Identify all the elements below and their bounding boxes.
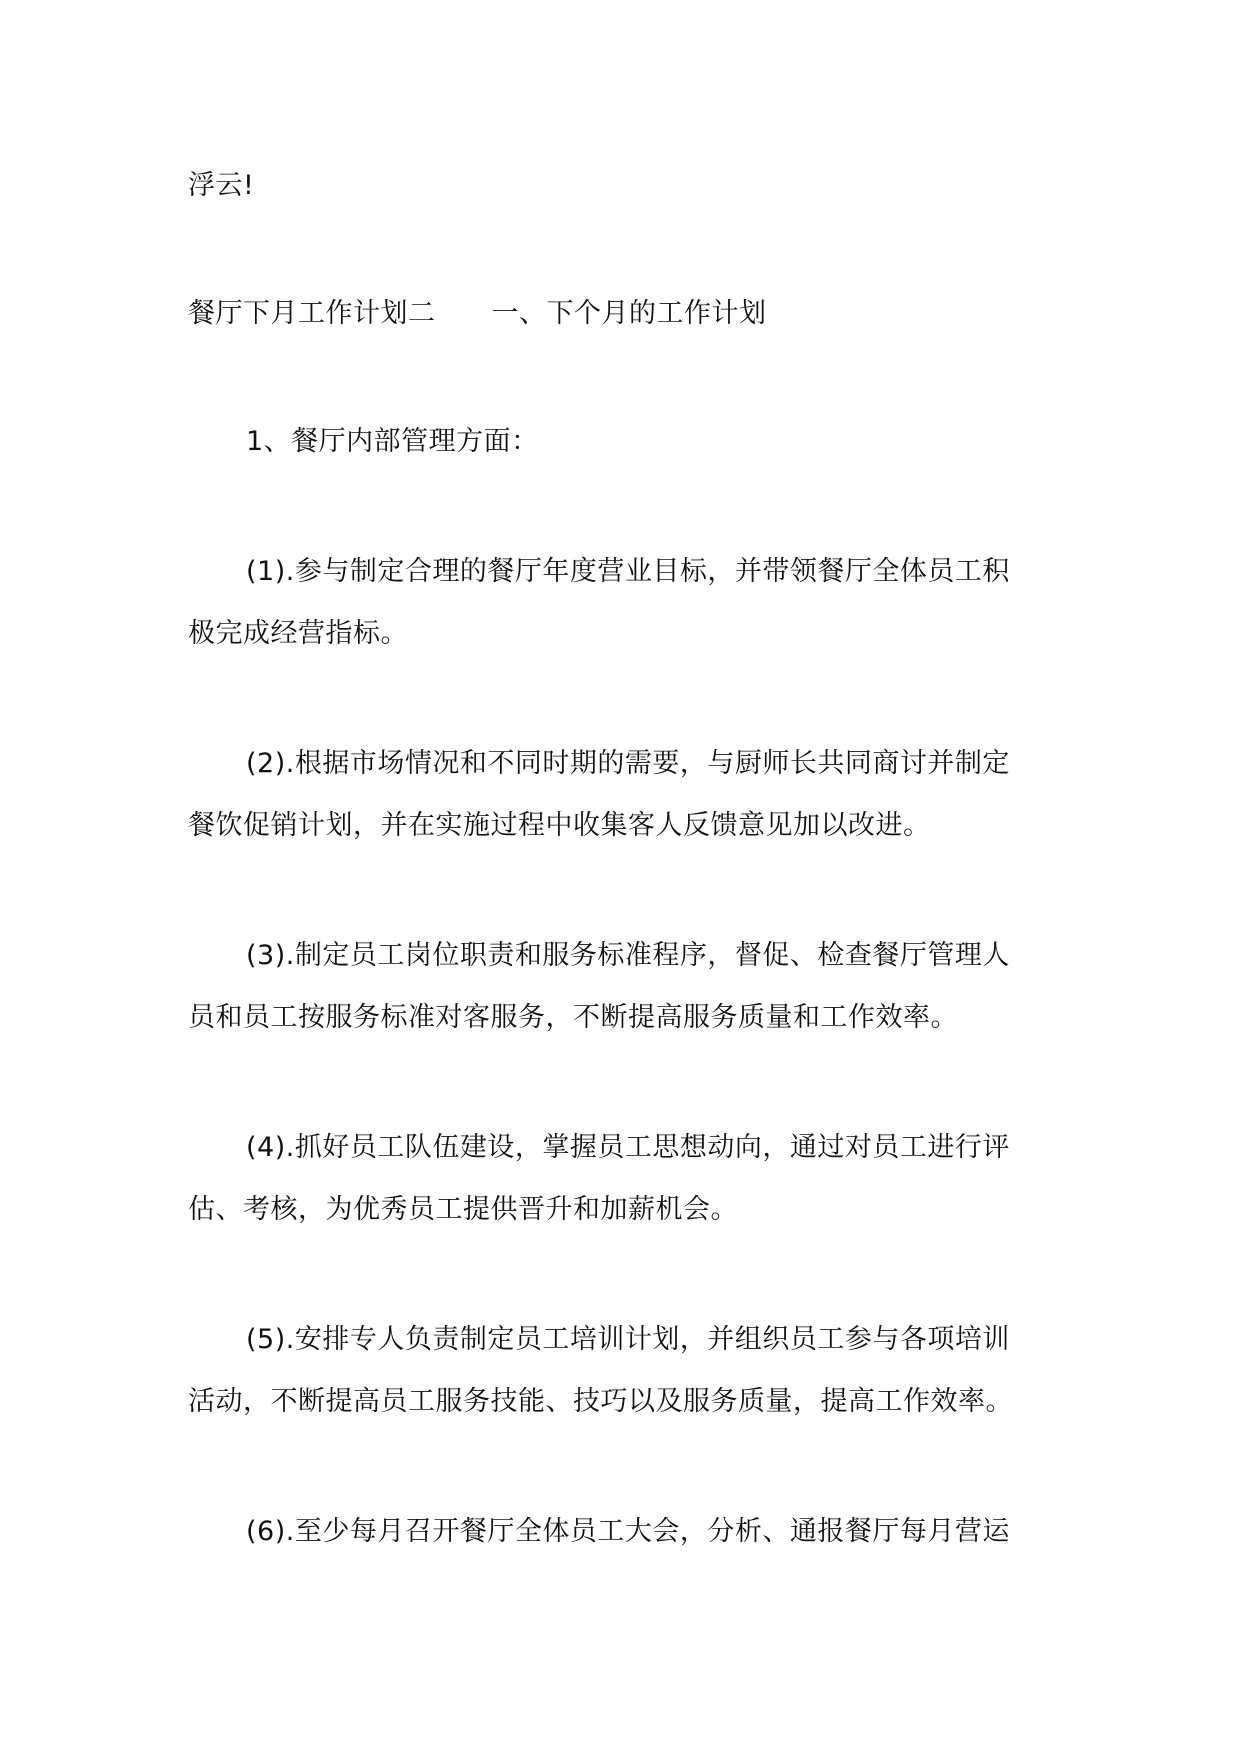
item-3-line-2: 员和员工按服务标准对客服务，不断提高服务质量和工作效率。: [188, 1002, 958, 1033]
section-title: 1、餐厅内部管理方面：: [246, 426, 539, 457]
item-4-line-1: (4).抓好员工队伍建设，掌握员工思想动向，通过对员工进行评: [246, 1132, 1010, 1163]
text-line-fuyun: 浮云!: [188, 170, 255, 201]
heading-subtitle: 一、下个月的工作计划: [491, 298, 767, 329]
item-1-line-2: 极完成经营指标。: [188, 618, 408, 649]
item-6-line-1: (6).至少每月召开餐厅全体员工大会，分析、通报餐厅每月营运: [246, 1516, 1010, 1547]
item-4-line-2: 估、考核，为优秀员工提供晋升和加薪机会。: [188, 1194, 738, 1225]
item-2-line-1: (2).根据市场情况和不同时期的需要，与厨师长共同商讨并制定: [246, 748, 1010, 779]
item-3-line-1: (3).制定员工岗位职责和服务标准程序，督促、检查餐厅管理人: [246, 940, 1010, 971]
heading-line: [188, 296, 1068, 332]
heading-title: 餐厅下月工作计划二: [188, 298, 436, 329]
item-5-line-2: 活动，不断提高员工服务技能、技巧以及服务质量，提高工作效率。: [188, 1386, 1013, 1417]
item-5-line-1: (5).安排专人负责制定员工培训计划，并组织员工参与各项培训: [246, 1324, 1010, 1355]
item-1-line-1: (1).参与制定合理的餐厅年度营业目标，并带领餐厅全体员工积: [246, 556, 1010, 587]
item-2-line-2: 餐饮促销计划，并在实施过程中收集客人反馈意见加以改进。: [188, 810, 931, 841]
